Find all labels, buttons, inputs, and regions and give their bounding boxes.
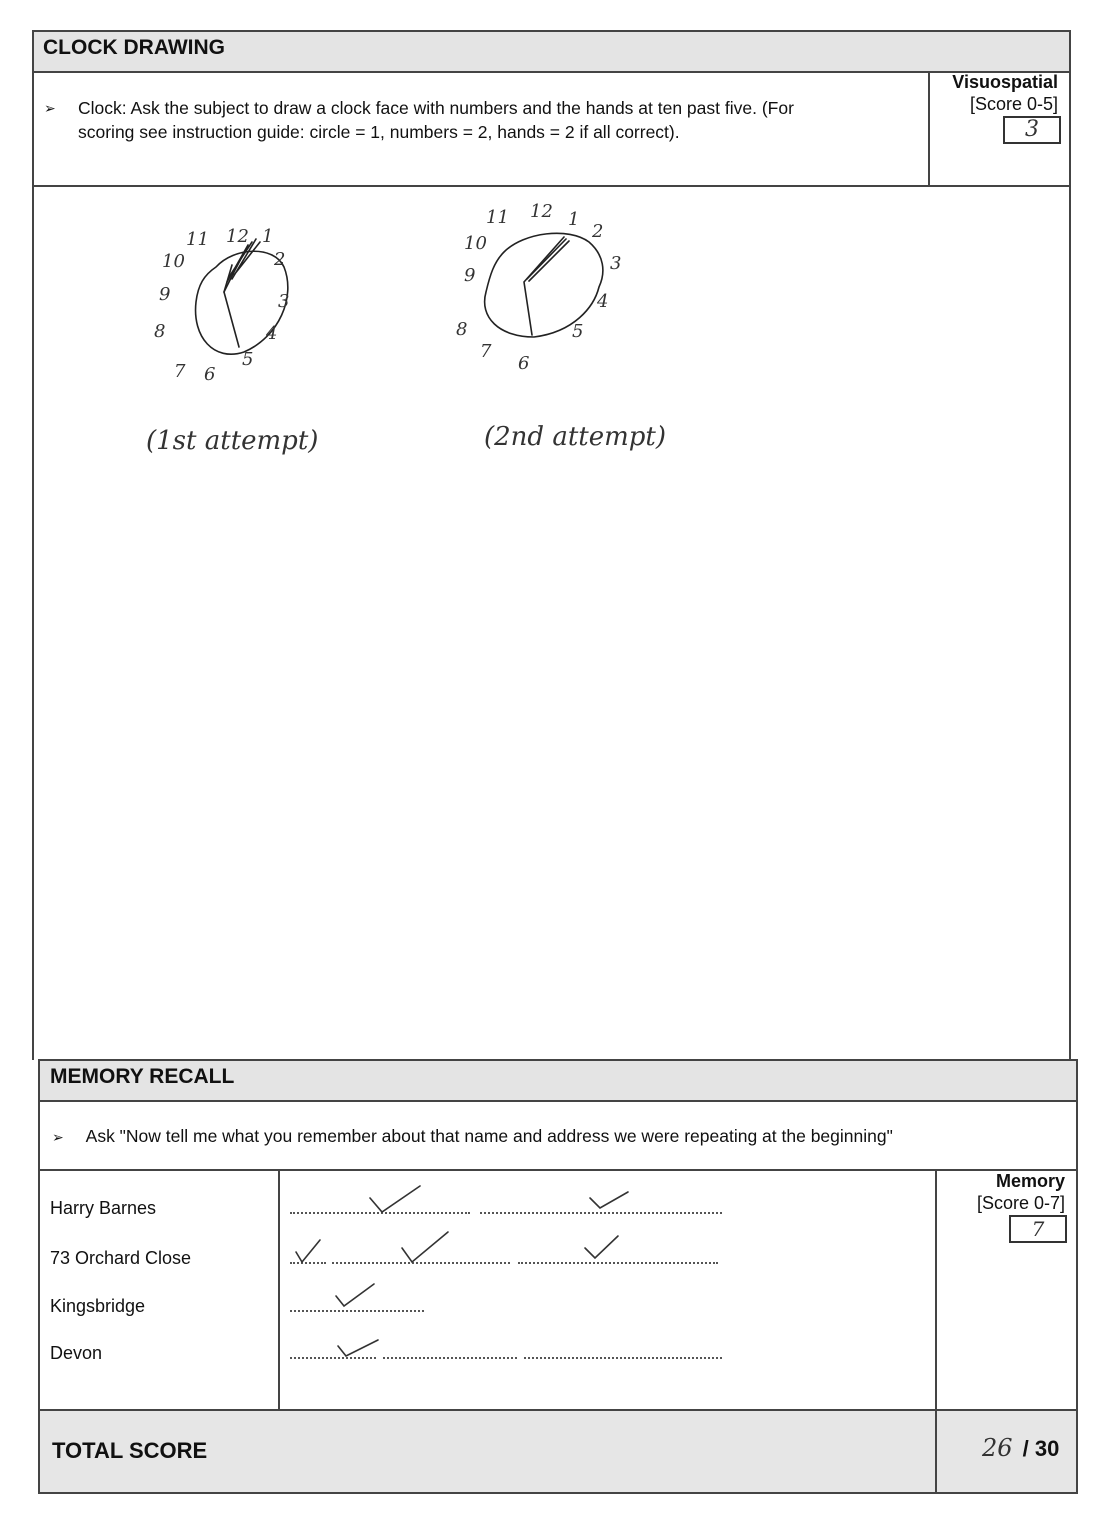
clock-2-number: 9 [464,265,476,286]
check-icon [370,1186,420,1212]
total-score-label: TOTAL SCORE [52,1438,208,1463]
clock-instruction-line-1: Clock: Ask the subject to draw a clock face with numbers and the hands at ten past five. (For [78,98,794,118]
clock-2-number: 12 [530,201,553,222]
total-score-value[interactable]: 26 [982,1434,1013,1462]
clock-1-number: 9 [159,284,171,305]
recall-item-name: Harry Barnes [50,1198,157,1218]
clock-1-number: 3 [278,291,290,312]
clock-2-number: 5 [572,321,584,342]
clock-2-number: 6 [518,353,530,374]
attempt-1-label: (1st attempt) [146,426,319,456]
memory-score-box[interactable] [1009,1215,1067,1243]
clock-1-number: 12 [226,226,249,247]
clock-1-number: 6 [204,364,216,385]
clock-2-number: 1 [568,209,580,230]
clock-1-number: 1 [262,226,274,247]
clock-drawing-title: CLOCK DRAWING [43,36,225,59]
clock-2-number: 3 [610,253,622,274]
check-icon [338,1340,378,1356]
check-icon [402,1232,448,1262]
clock-2-number: 11 [486,207,509,228]
total-score-value-group [982,1434,1059,1462]
clock-1-number: 4 [266,323,278,344]
visuospatial-label: Visuospatial [952,72,1058,92]
memory-label: Memory [995,1171,1065,1191]
bullet-arrow-icon: ➢ [44,100,56,116]
clock-1-number: 8 [154,321,166,342]
clock-1-number: 10 [162,251,185,272]
clock-2-number: 7 [480,341,492,362]
check-icon [296,1240,320,1262]
recall-item-street: 73 Orchard Close [50,1248,192,1268]
clock-1-number: 5 [242,349,254,370]
clock-2-number: 4 [597,291,609,312]
memory-score-cell [937,1171,1075,1409]
clock-1-number: 7 [174,361,186,382]
memory-range: [Score 0-7] [976,1193,1065,1213]
visuospatial-range: [Score 0-5] [969,94,1058,114]
recall-item-town: Kingsbridge [50,1296,146,1316]
check-icon [590,1192,628,1208]
recall-item-county: Devon [50,1343,103,1363]
clock-2-number: 10 [464,233,487,254]
clock-instruction-line-2: scoring see instruction guide: circle = 1, numbers = 2, hands = 2 if all correct). [78,122,680,142]
total-score-max: / 30 [1022,1436,1060,1461]
check-icon [336,1284,374,1306]
clock-2-number: 8 [456,319,468,340]
clock-1-number: 2 [274,249,286,270]
memory-instruction-text: Ask "Now tell me what you remember about that name and address we were repeating at the beginning" [85,1126,893,1146]
check-icon [585,1236,618,1258]
clock-1-number: 11 [186,229,209,250]
visuospatial-score-value: 3 [1025,117,1039,142]
memory-score-value: 7 [1031,1217,1045,1241]
memory-recall-title: MEMORY RECALL [50,1065,235,1088]
bullet-arrow-icon: ➢ [52,1129,64,1145]
clock-2-number: 2 [592,221,604,242]
attempt-2-label: (2nd attempt) [484,422,667,452]
